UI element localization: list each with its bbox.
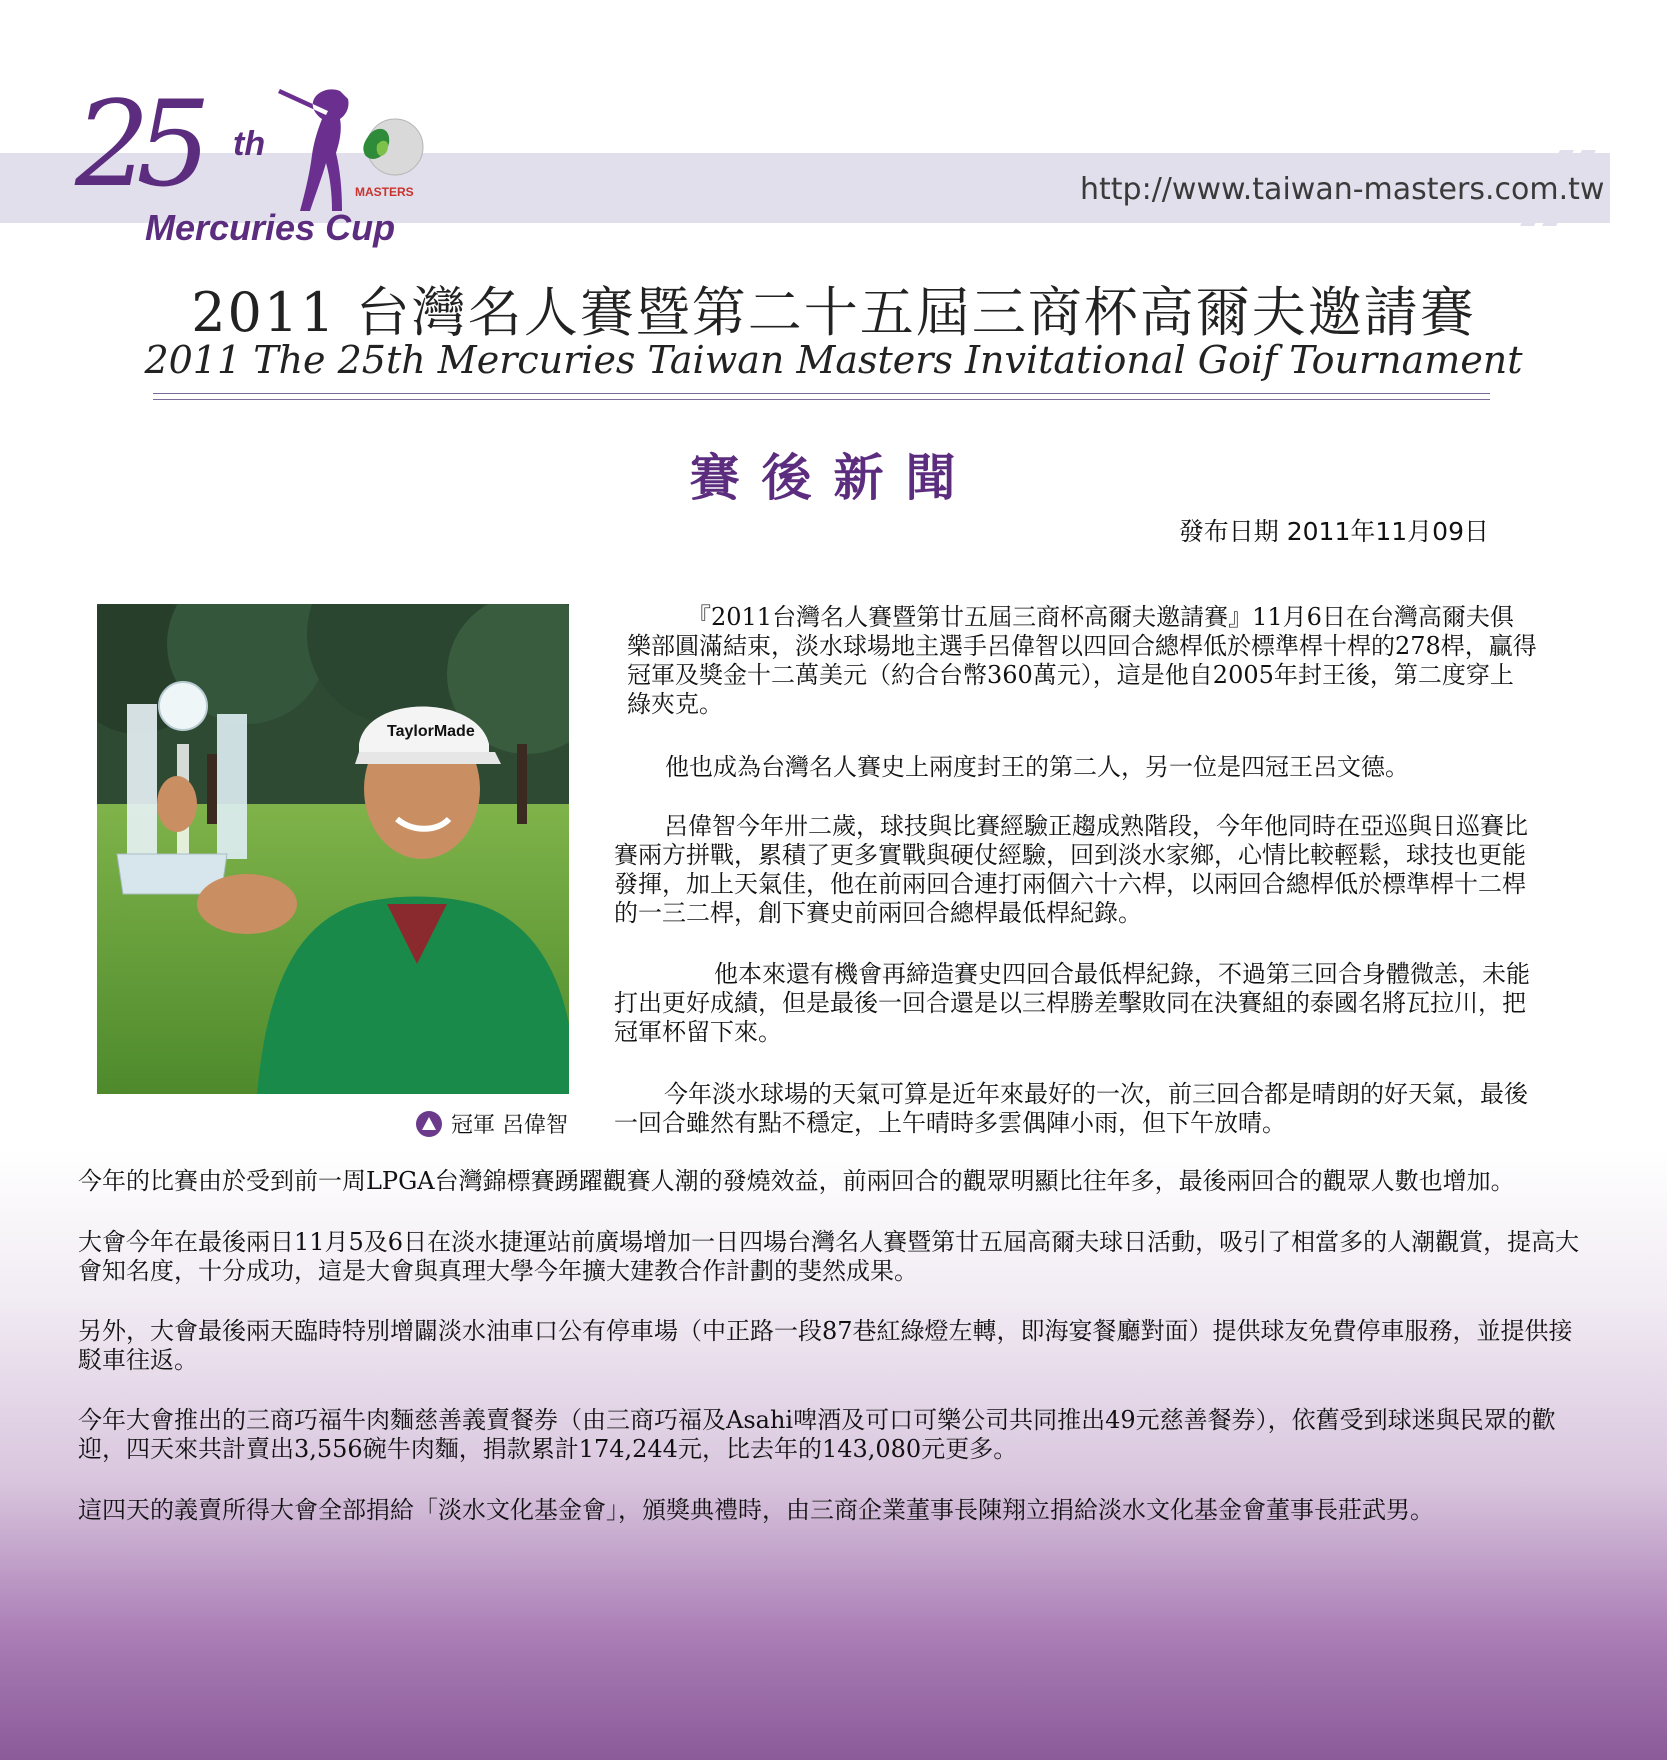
publish-date: 發布日期 2011年11月09日 xyxy=(1178,517,1489,546)
article-paragraph-10: 這四天的義賣所得大會全部捐給「淡水文化基金會」，頒獎典禮時，由三商企業董事長陳翔立捐給淡水文化基金會董事長莊武男。 xyxy=(78,1496,1434,1524)
article-paragraph-2: 他也成為台灣名人賽史上兩度封王的第二人，另一位是四冠王呂文德。 xyxy=(665,753,1409,781)
triangle-icon xyxy=(415,1110,443,1138)
article-paragraph-6: 今年的比賽由於受到前一周LPGA台灣錦標賽踴躍觀賽人潮的發燒效益，前兩回合的觀眾明顯比往年多，最後兩回合的觀眾人數也增加。 xyxy=(78,1167,1515,1195)
title-english: 2011 The 25th Mercuries Taiwan Masters Invitational Goif Tournament xyxy=(144,338,1523,382)
article-paragraph-3: 呂偉智今年卅二歲，球技與比賽經驗正趨成熟階段，今年他同時在亞巡與日巡賽比賽兩方拼戰，累積了更多實戰與硬仗經驗，回到淡水家鄉，心情比較輕鬆，球技也更能發揮，加上天氣佳，他在前兩回合連打兩個六十六桿，以兩回合總桿低於標準桿十二桿的一三二桿，創下賽史前兩回合總桿最低桿紀錄。 xyxy=(614,812,1528,927)
divider-bottom xyxy=(153,399,1490,400)
golfer-icon xyxy=(270,85,360,215)
article-paragraph-9: 今年大會推出的三商巧福牛肉麵慈善義賣餐券（由三商巧福及Asahi啤酒及可口可樂公司共同推出49元慈善餐券），依舊受到球迷與民眾的歡迎，四天來共計賣出3,556碗牛肉麵，捐款累計174,244元，比去年的143,080元更多。 xyxy=(78,1406,1556,1463)
photo-caption xyxy=(415,1108,568,1139)
caption-text: 冠軍 呂偉智 xyxy=(451,1113,568,1138)
divider-top xyxy=(153,393,1490,394)
article-paragraph-7: 大會今年在最後兩日11月5及6日在淡水捷運站前廣場增加一日四場台灣名人賽暨第廿五屆高爾夫球日活動，吸引了相當多的人潮觀賞，提高大會知名度，十分成功，這是大會與真理大學今年擴大建教合作計劃的斐然成果。 xyxy=(78,1228,1580,1285)
article-paragraph-8: 另外，大會最後兩天臨時特別增闢淡水油車口公有停車場（中正路一段87巷紅綠燈左轉，即海宴餐廳對面）提供球友免費停車服務，並提供接駁車往返。 xyxy=(78,1317,1573,1374)
article-paragraph-4: 他本來還有機會再締造賽史四回合最低桿紀錄，不過第三回合身體微恙，未能打出更好成績，但是最後一回合還是以三桿勝差擊敗同在決賽組的泰國名將瓦拉川，把冠軍杯留下來。 xyxy=(614,960,1530,1046)
tournament-logo xyxy=(55,75,455,255)
section-heading: 賽後新聞 xyxy=(689,448,978,507)
golf-ball-icon xyxy=(355,115,425,185)
logo-name: Mercuries Cup xyxy=(145,207,396,248)
title-chinese: 2011 台灣名人賽暨第二十五屆三商杯高爾夫邀請賽 xyxy=(191,281,1476,344)
logo-badge: MASTERS xyxy=(355,185,414,199)
article-paragraph-1: 『2011台灣名人賽暨第廿五屆三商杯高爾夫邀請賽』11月6日在台灣高爾夫俱樂部圓滿結束，淡水球場地主選手呂偉智以四回合總桿低於標準桿十桿的278桿，贏得冠軍及獎金十二萬美元（約合台幣360萬元），這是他自2005年封王後，第二度穿上綠夾克。 xyxy=(627,603,1537,718)
champion-photo xyxy=(97,604,569,1094)
website-url[interactable]: http://www.taiwan-masters.com.tw xyxy=(1080,172,1605,207)
article-paragraph-5: 今年淡水球場的天氣可算是近年來最好的一次，前三回合都是晴朗的好天氣，最後一回合雖然有點不穩定，上午晴時多雲偶陣小雨，但下午放晴。 xyxy=(614,1080,1528,1137)
cap-logo-text: TaylorMade xyxy=(387,723,475,740)
champion-photo-illustration xyxy=(97,604,569,1094)
logo-number: 25 xyxy=(75,75,198,213)
logo-suffix: th xyxy=(233,125,266,163)
